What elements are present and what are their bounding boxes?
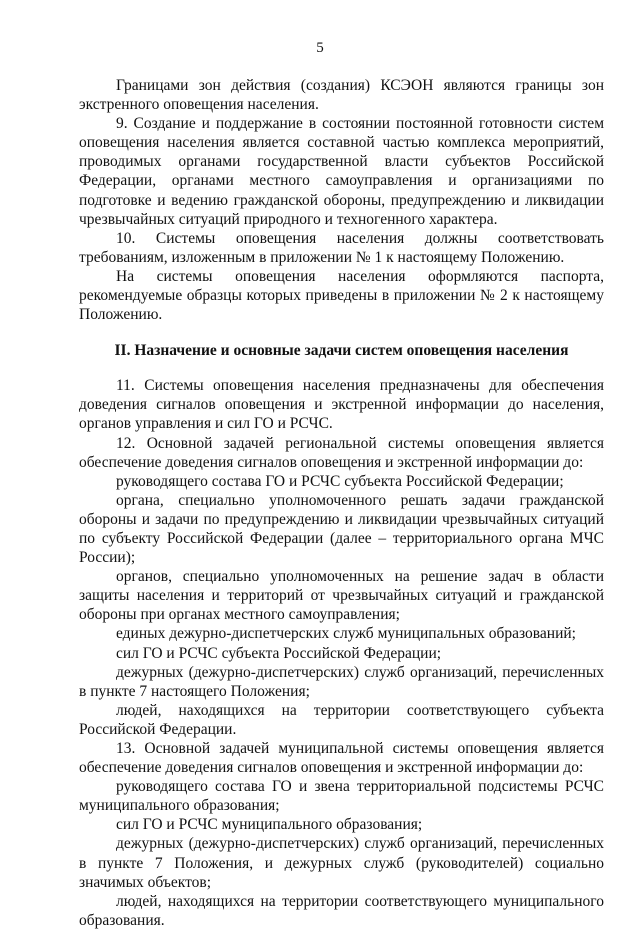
paragraph-10: 10. Системы оповещения населения должны соответствовать требованиям, изложенным в приложении № 1 к настоящему Положению. xyxy=(79,229,604,266)
list-item: руководящего состава ГО и звена территориальной подсистемы РСЧС муниципального образования; xyxy=(79,778,604,815)
list-item: органа, специально уполномоченного решать задачи гражданской обороны и задачи по предупреждению и ликвидации чрезвычайных ситуаций по субъекту Российской Федерации (далее – территориального органа МЧС России); xyxy=(79,491,604,567)
list-item: единых дежурно-диспетчерских служб муниципальных образований; xyxy=(116,625,576,643)
list-item: руководящего состава ГО и РСЧС субъекта Российской Федерации; xyxy=(116,472,564,490)
list-item: органов, специально уполномоченных на решение задач в области защиты населения и территорий от чрезвычайных ситуаций и гражданской обороны при органах местного самоуправления; xyxy=(79,568,604,624)
list-item: людей, находящихся на территории соответствующего субъекта Российской Федерации. xyxy=(79,701,604,738)
list-item: дежурных (дежурно-диспетчерских) служб организаций, перечисленных в пункте 7 настоящего Положения; xyxy=(79,663,604,700)
paragraph-13: 13. Основной задачей муниципальной системы оповещения является обеспечение доведения сигналов оповещения и экстренной информации до: xyxy=(79,740,604,777)
section-heading: II. Назначение и основные задачи систем оповещения населения xyxy=(114,342,569,360)
page-number: 5 xyxy=(316,40,324,56)
list-item: сил ГО и РСЧС муниципального образования; xyxy=(116,816,423,834)
paragraph-12: 12. Основной задачей региональной системы оповещения является обеспечение доведения сигналов оповещения и экстренной информации до: xyxy=(79,434,604,471)
paragraph-9: 9. Создание и поддержание в состоянии постоянной готовности систем оповещения населения является составной частью комплекса мероприятий, проводимых органами государственной власти субъектов Российской Федерации, органами местного самоуправления и организациями по подготовке и ведению гражданской обороны, предупреждению и ликвидации чрезвычайных ситуаций природного и техногенного характера. xyxy=(79,115,604,228)
paragraph-11: 11. Системы оповещения населения предназначены для обеспечения доведения сигналов оповещения и экстренной информации до населения, органов управления и сил ГО и РСЧС. xyxy=(79,377,604,433)
paragraph-ksaeon-boundaries: Границами зон действия (создания) КСЭОН являются границы зон экстренного оповещения населения. xyxy=(79,77,604,114)
list-item: людей, находящихся на территории соответствующего муниципального образования. xyxy=(79,892,604,929)
list-item: сил ГО и РСЧС субъекта Российской Федерации; xyxy=(116,644,442,662)
paragraph-passports: На системы оповещения населения оформляются паспорта, рекомендуемые образцы которых приведены в приложении № 2 к настоящему Положению. xyxy=(79,267,604,324)
list-item: дежурных (дежурно-диспетчерских) служб организаций, перечисленных в пункте 7 Положения, и дежурных служб (руководителей) социально значимых объектов; xyxy=(79,835,604,891)
document-body xyxy=(79,76,604,930)
